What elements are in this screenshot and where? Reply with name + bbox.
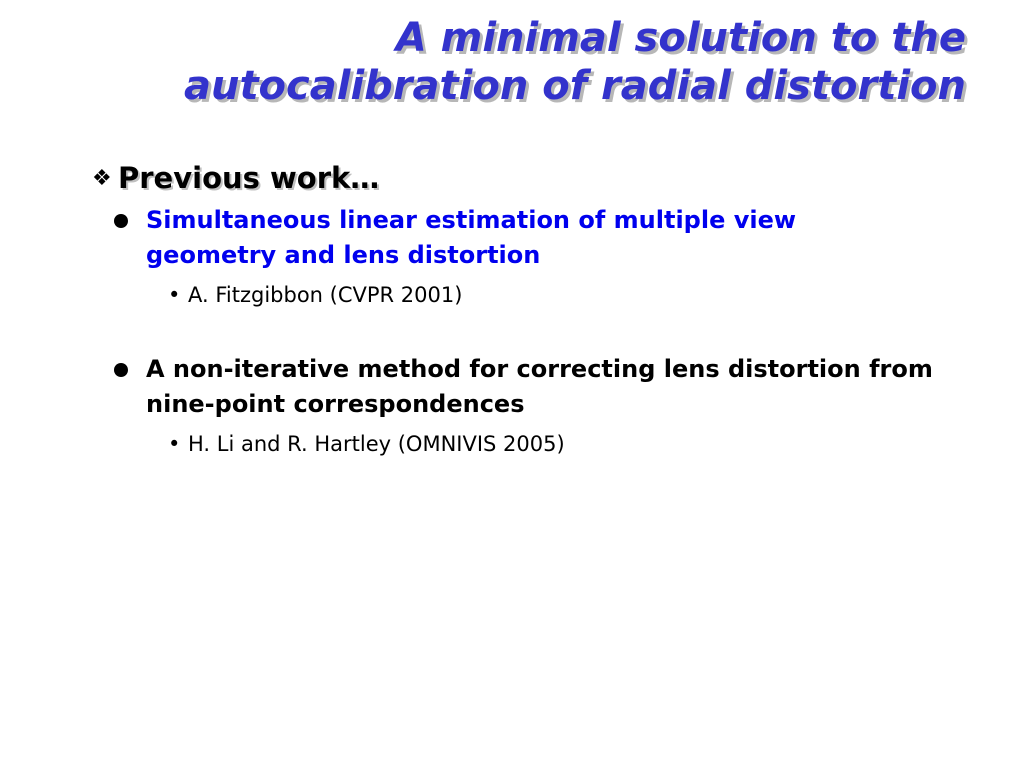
- reference-2: H. Li and R. Hartley (OMNIVIS 2005): [188, 432, 565, 456]
- reference-1: A. Fitzgibbon (CVPR 2001): [188, 283, 463, 307]
- round-bullet-icon: [114, 363, 128, 377]
- bullet-item-1-text: Simultaneous linear estimation of multiple view geometry and lens distortion: [146, 206, 797, 269]
- small-bullet-icon: •: [168, 432, 181, 456]
- round-bullet-icon: [114, 214, 128, 228]
- section-heading-label: Previous work…: [118, 161, 380, 195]
- bullet-item-2: [114, 352, 934, 422]
- bullet-item-2-text: A non-iterative method for correcting lens distortion from nine-point correspondences: [146, 355, 933, 418]
- sub-bullet-item-1: [168, 281, 462, 309]
- slide-title: [26, 14, 966, 110]
- section-heading: [92, 158, 379, 199]
- small-bullet-icon: •: [168, 283, 181, 307]
- sub-bullet-item-2: [168, 430, 565, 458]
- diamond-bullet-icon: ❖: [92, 166, 112, 191]
- slide-title-line-1: A minimal solution to the: [395, 15, 966, 61]
- bullet-item-1: [114, 203, 934, 273]
- slide-title-line-2: autocalibration of radial distortion: [183, 63, 966, 109]
